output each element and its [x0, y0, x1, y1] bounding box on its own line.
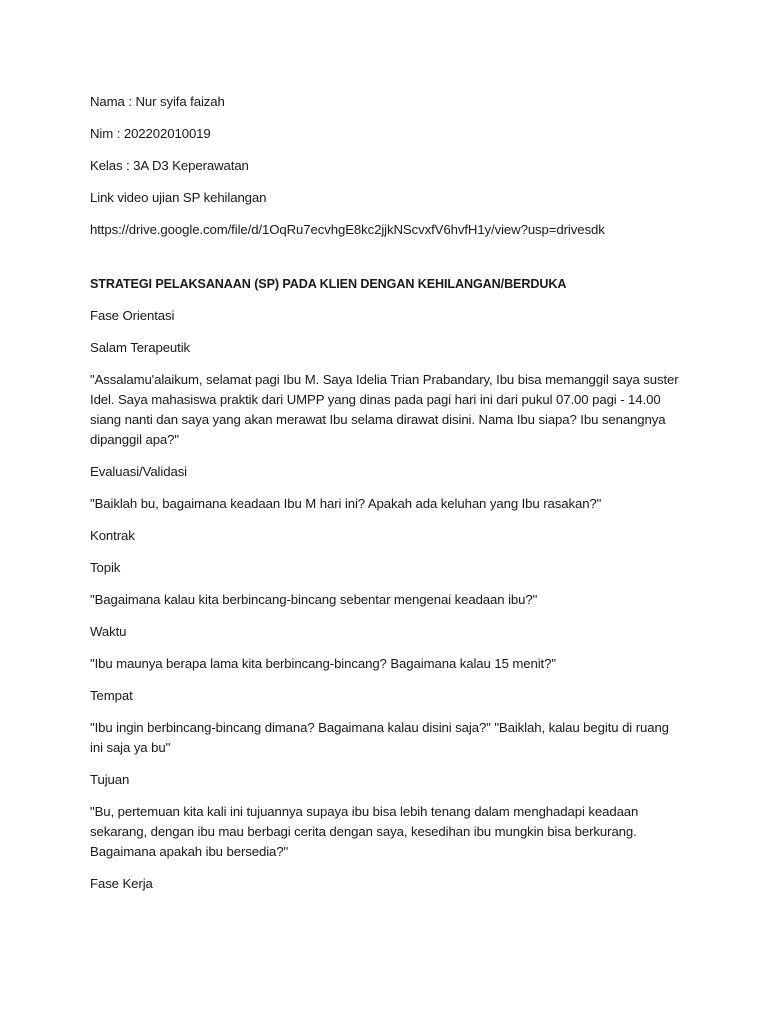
subsection-evaluasi: Evaluasi/Validasi: [90, 464, 188, 479]
video-link-label: Link video ujian SP kehilangan: [90, 190, 267, 205]
subsection-tujuan: Tujuan: [90, 772, 130, 787]
topik-paragraph: "Bagaimana kalau kita berbincang-bincang sebentar mengenai keadaan ibu?": [90, 592, 538, 607]
tujuan-paragraph: "Bu, pertemuan kita kali ini tujuannya supaya ibu bisa lebih tenang dalam menghadapi keadaan sekarang, dengan ibu mau berbagi cerita dengan saya, kesedihan ibu mungkin bisa berkurang. Bagaimana apakah ibu bersedia?": [90, 804, 639, 859]
document-body: [90, 92, 680, 906]
waktu-paragraph: "Ibu maunya berapa lama kita berbincang-bincang? Bagaimana kalau 15 menit?": [90, 656, 556, 671]
subsection-kontrak: Kontrak: [90, 528, 135, 543]
section-fase-orientasi: Fase Orientasi: [90, 308, 175, 323]
subsection-tempat: Tempat: [90, 688, 133, 703]
subsection-salam-terapeutik: Salam Terapeutik: [90, 340, 191, 355]
tempat-paragraph: "Ibu ingin berbincang-bincang dimana? Bagaimana kalau disini saja?" "Baiklah, kalau begitu di ruang ini saja ya bu": [90, 720, 669, 755]
document-title: STRATEGI PELAKSANAAN (SP) PADA KLIEN DENGAN KEHILANGAN/BERDUKA: [90, 277, 567, 291]
student-nim: Nim : 202202010019: [90, 126, 211, 141]
student-class: Kelas : 3A D3 Keperawatan: [90, 158, 249, 173]
subsection-topik: Topik: [90, 560, 121, 575]
section-fase-kerja: Fase Kerja: [90, 876, 153, 891]
evaluasi-paragraph: "Baiklah bu, bagaimana keadaan Ibu M hari ini? Apakah ada keluhan yang Ibu rasakan?": [90, 496, 602, 511]
salam-paragraph: "Assalamu'alaikum, selamat pagi Ibu M. Saya Idelia Trian Prabandary, Ibu bisa memanggil saya suster Idel. Saya mahasiswa praktik dari UMPP yang dinas pada pagi hari ini dari pukul 07.00 pagi - 14.00 siang nanti dan saya yang akan merawat Ibu selama dirawat disini. Nama Ibu siapa? Ibu senangnya dipanggil apa?": [90, 372, 679, 447]
subsection-waktu: Waktu: [90, 624, 127, 639]
student-name: Nama : Nur syifa faizah: [90, 94, 225, 109]
video-link-url[interactable]: https://drive.google.com/file/d/1OqRu7ecvhgE8kc2jjkNScvxfV6hvfH1y/view?usp=drivesdk: [90, 222, 605, 237]
